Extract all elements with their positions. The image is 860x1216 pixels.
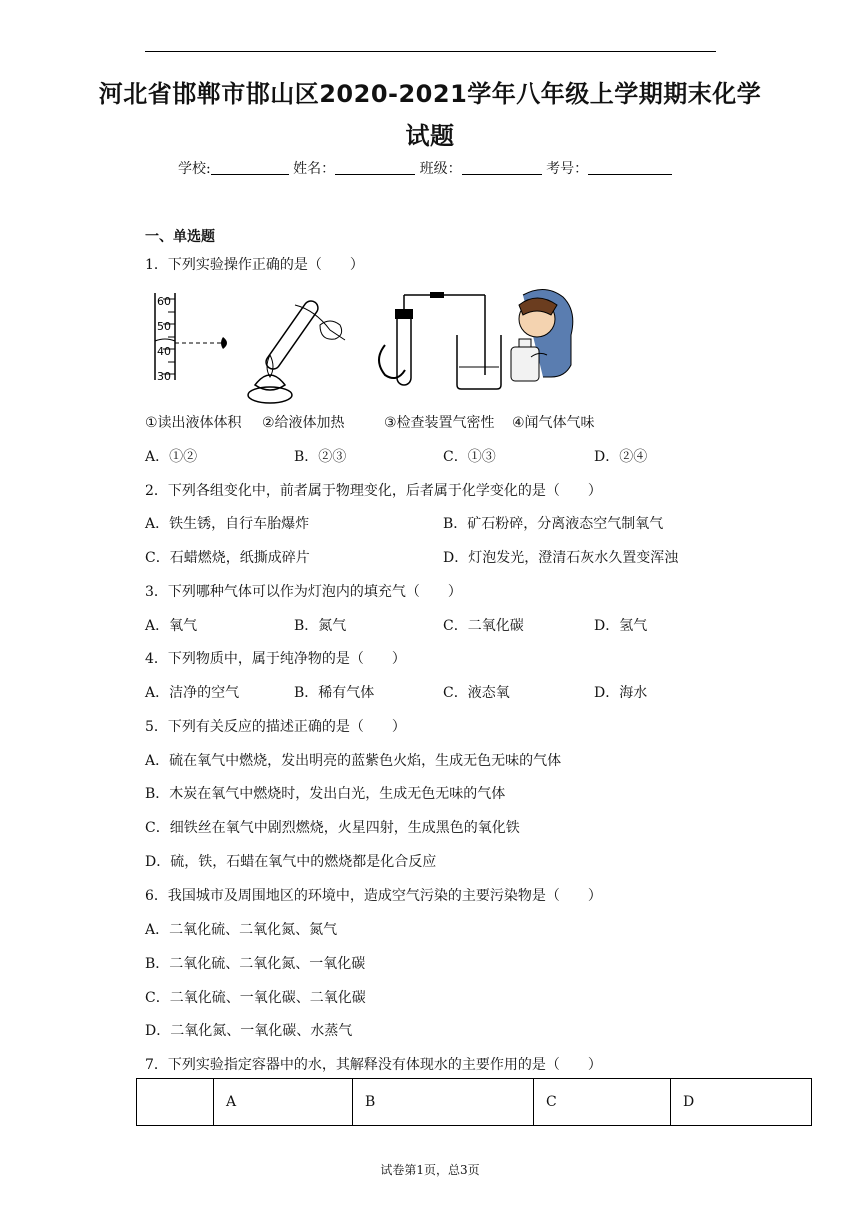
q5-option-d[interactable]: D．硫，铁，石蜡在氧气中的燃烧都是化合反应 xyxy=(145,854,437,870)
question-2-stem: 2．下列各组变化中，前者属于物理变化，后者属于化学变化的是（ ） xyxy=(145,483,602,499)
q5-option-c[interactable]: C．细铁丝在氧气中剧烈燃烧，火星四射，生成黑色的氧化铁 xyxy=(145,820,520,836)
q6-option-d[interactable]: D．二氧化氮、一氧化碳、水蒸气 xyxy=(145,1023,353,1039)
page-footer: 试卷第1页，总3页 xyxy=(380,1163,480,1177)
question-1-stem: 1．下列实验操作正确的是（ ） xyxy=(145,257,364,273)
q4-option-a[interactable]: A．洁净的空气 xyxy=(145,685,240,701)
table-header-c: C xyxy=(534,1079,671,1126)
question-6-stem: 6．我国城市及周围地区的环境中，造成空气污染的主要污染物是（ ） xyxy=(145,888,602,904)
airtightness-apparatus-icon xyxy=(379,292,501,389)
q4-option-b[interactable]: B．稀有气体 xyxy=(294,685,375,701)
q3-option-c[interactable]: C．二氧化碳 xyxy=(443,618,524,634)
q3-option-b[interactable]: B．氮气 xyxy=(294,618,347,634)
q2-option-a[interactable]: A．铁生锈，自行车胎爆炸 xyxy=(145,516,310,532)
table-cell xyxy=(137,1079,214,1126)
name-label: 姓名： xyxy=(293,161,336,177)
q3-option-a[interactable]: A．氧气 xyxy=(145,618,198,634)
q1-caption-1: ①读出液体体积 xyxy=(145,415,242,431)
student-info-line xyxy=(178,158,672,178)
question-4-stem: 4．下列物质中，属于纯净物的是（ ） xyxy=(145,651,406,667)
graduated-cylinder-icon xyxy=(155,293,227,383)
header-rule xyxy=(145,51,716,52)
tick-label: 50 xyxy=(157,320,171,333)
q1-option-a[interactable]: A．①② xyxy=(145,449,198,465)
name-field[interactable] xyxy=(335,160,415,175)
q6-option-c[interactable]: C．二氧化硫、一氧化碳、二氧化碳 xyxy=(145,990,366,1006)
table-header-a: A xyxy=(214,1079,353,1126)
exam-no-label: 考号： xyxy=(546,161,589,177)
q5-option-a[interactable]: A．硫在氧气中燃烧，发出明亮的蓝紫色火焰，生成无色无味的气体 xyxy=(145,753,562,769)
tick-label: 60 xyxy=(157,295,171,308)
q2-option-c[interactable]: C．石蜡燃烧，纸撕成碎片 xyxy=(145,550,310,566)
q1-option-b[interactable]: B．②③ xyxy=(294,449,347,465)
smelling-gas-icon xyxy=(511,289,573,381)
q7-table xyxy=(136,1078,812,1126)
question-3-stem: 3．下列哪种气体可以作为灯泡内的填充气（ ） xyxy=(145,584,462,600)
table-header-b: B xyxy=(353,1079,534,1126)
q1-caption-3: ③检查装置气密性 xyxy=(384,415,495,431)
q6-option-a[interactable]: A．二氧化硫、二氧化氮、氮气 xyxy=(145,922,338,938)
q5-option-b[interactable]: B．木炭在氧气中燃烧时，发出白光，生成无色无味的气体 xyxy=(145,786,506,802)
q6-option-b[interactable]: B．二氧化硫、二氧化氮、一氧化碳 xyxy=(145,956,366,972)
q4-option-d[interactable]: D．海水 xyxy=(594,685,648,701)
question-5-stem: 5．下列有关反应的描述正确的是（ ） xyxy=(145,719,406,735)
section-heading: 一、单选题 xyxy=(145,229,215,245)
page-title-line2: 试题 xyxy=(405,122,455,150)
tick-label: 40 xyxy=(157,345,171,358)
exam-no-field[interactable] xyxy=(588,160,672,175)
class-label: 班级： xyxy=(419,161,462,177)
school-field[interactable] xyxy=(211,160,289,175)
q1-option-d[interactable]: D．②④ xyxy=(594,449,648,465)
page-title: 河北省邯郸市邯山区2020-2021学年八年级上学期期末化学 xyxy=(98,80,762,108)
class-field[interactable] xyxy=(462,160,542,175)
q3-option-d[interactable]: D．氢气 xyxy=(594,618,648,634)
q1-caption-4: ④闻气体气味 xyxy=(512,415,595,431)
q1-option-c[interactable]: C．①③ xyxy=(443,449,496,465)
table-header-d: D xyxy=(671,1079,812,1126)
question-7-stem: 7．下列实验指定容器中的水，其解释没有体现水的主要作用的是（ ） xyxy=(145,1057,602,1073)
school-label: 学校: xyxy=(178,161,211,177)
q1-caption-2: ②给液体加热 xyxy=(262,415,345,431)
q2-option-d[interactable]: D．灯泡发光，澄清石灰水久置变浑浊 xyxy=(443,550,679,566)
q4-option-c[interactable]: C．液态氧 xyxy=(443,685,510,701)
test-tube-heating-icon xyxy=(248,298,345,403)
tick-label: 30 xyxy=(157,370,171,383)
q2-option-b[interactable]: B．矿石粉碎，分离液态空气制氧气 xyxy=(443,516,664,532)
table-row xyxy=(137,1079,812,1126)
